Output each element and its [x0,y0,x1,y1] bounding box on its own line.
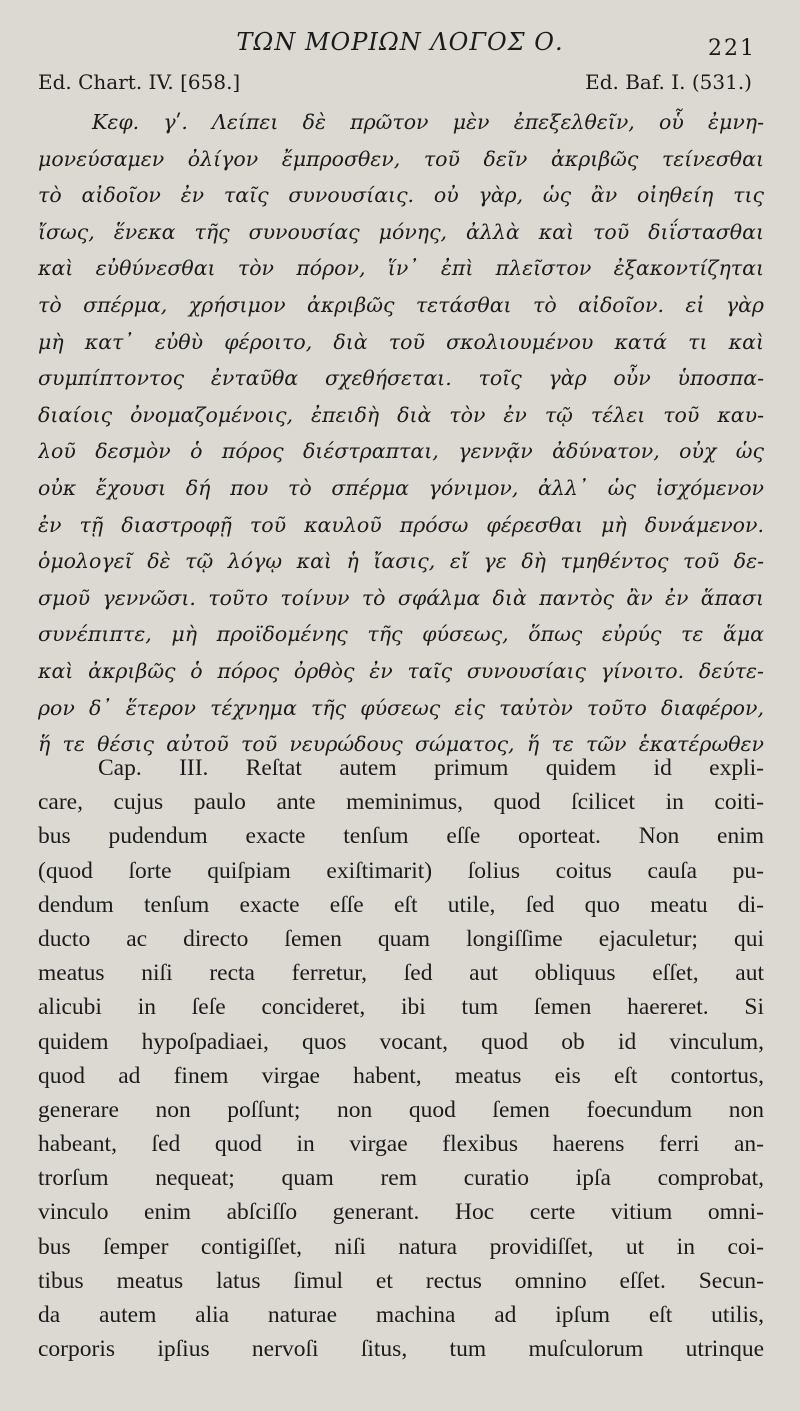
text-line: σμοῦ γεννῶσι. τοῦτο τοίνυν τὸ σφάλμα διὰ παντὸς ἂν ἐν ἅπασι [38,585,764,610]
text-line: meatus niſi recta ferretur, ſed aut obliquus eſſet, aut [38,960,764,987]
text-line: τὸ σπέρμα, χρήσιμον ἀκριβῶς τετάσθαι τὸ αἰδοῖον. εἰ γὰρ [38,292,764,317]
text-line: (quod ſorte quiſpiam exiſtimarit) ſolius coitus cauſa pu- [38,857,764,884]
text-line: da autem alia naturae machina ad ipſum eſt utilis, [38,1302,764,1328]
text-line: habeant, ſed quod in virgae flexibus haerens ferri an- [38,1131,764,1158]
text-line: συνέπιπτε, μὴ προϊδομένης τῆς φύσεως, ὅπως εὐρύς τε ἅμα [38,622,764,647]
running-title: ΤΩΝ ΜΟΡΙΩΝ ΛΟΓΟΣ Ο. [236,28,564,56]
text-line: λοῦ δεσμὸν ὁ πόρος διέστραπται, γεννᾷν ἀδύνατον, οὐχ ὡς [38,439,764,464]
greek-text-block [38,104,764,763]
text-line: corporis ipſius nervoſi ſitus, tum muſculorum utrinque [38,1336,764,1363]
text-line: bus pudendum exacte tenſum eſſe oporteat. Non enim [38,823,764,850]
text-line: ἴσως, ἕνεκα τῆς συνουσίας μόνης, ἀλλὰ καὶ τοῦ διΐστασθαι [38,219,764,244]
text-line: Cap. III. Reſtat autem primum quidem id expli- [98,755,764,781]
text-line: τὸ αἰδοῖον ἐν ταῖς συνουσίαις. οὐ γὰρ, ὡς ἂν οἰηθείη τις [38,183,764,208]
text-line: vinculo enim abſciſſo generant. Hoc certe vitium omni- [38,1199,764,1226]
text-line: Κεφ. γʹ. Λείπει δὲ πρῶτον μὲν ἐπεξελθεῖν, οὗ ἐμνη- [92,110,764,134]
text-line: μονεύσαμεν ὀλίγον ἔμπροσθεν, τοῦ δεῖν ἀκριβῶς τείνεσθαι [38,146,764,171]
text-line: care, cujus paulo ante meminimus, quod ſcilicet in coiti- [38,789,764,816]
page-number: 221 [708,36,756,61]
text-line: dendum tenſum exacte eſſe eſt utile, ſed quo meatu di- [38,891,764,918]
text-line: alicubi in ſeſe concideret, ibi tum ſemen haereret. Si [38,994,764,1021]
latin-text-block [38,751,764,1366]
text-line: quidem hypoſpadiaei, quos vocant, quod ob id vinculum, [38,1028,764,1055]
text-line: trorſum nequeat; quam rem curatio ipſa comprobat, [38,1165,764,1192]
text-line: bus ſemper contigiſſet, niſi natura providiſſet, ut in coi- [38,1233,764,1260]
edition-reference-right: Ed. Baf. I. (531.) [585,70,752,94]
text-line: generare non poſſunt; non quod ſemen foecundum non [38,1096,764,1123]
text-line: ὁμολογεῖ δὲ τῷ λόγῳ καὶ ἡ ἴασις, εἴ γε δὴ τμηθέντος τοῦ δε- [38,549,764,574]
text-line: ducto ac directo ſemen quam longiſſime ejaculetur; qui [38,925,764,952]
text-line: ρον δ᾽ ἕτερον τέχνημα τῆς φύσεως εἰς ταὐτὸν τοῦτο διαφέρον, [38,695,764,720]
text-line: διαίοις ὀνομαζομένοις, ἐπειδὴ διὰ τὸν ἐν τῷ τέλει τοῦ καυ- [38,402,764,427]
text-line: quod ad finem virgae habent, meatus eis eſt contortus, [38,1062,764,1089]
text-line: οὐκ ἔχουσι δή που τὸ σπέρμα γόνιμον, ἀλλ᾽ ὡς ἰσχόμενον [38,475,764,500]
text-line: καὶ εὐθύνεσθαι τὸν πόρον, ἵν᾽ ἐπὶ πλεῖστον ἐξακοντίζηται [38,256,764,281]
text-line: tibus meatus latus ſimul et rectus omnino eſſet. Secun- [38,1267,764,1294]
edition-reference-left: Ed. Chart. IV. [658.] [38,70,241,94]
text-line: καὶ ἀκριβῶς ὁ πόρος ὀρθὸς ἐν ταῖς συνουσίαις γίνοιτο. δεύτε- [38,658,764,683]
text-line: μὴ κατ᾽ εὐθὺ φέροιτο, διὰ τοῦ σκολιουμένου κατά τι καὶ [38,329,764,354]
text-line: συμπίπτοντος ἐνταῦθα σχεθήσεται. τοῖς γὰρ οὖν ὑποσπα- [38,366,764,391]
text-line: ἐν τῇ διαστροφῇ τοῦ καυλοῦ πρόσω φέρεσθαι μὴ δυνάμενον. [38,512,764,537]
text-line: ἥ τε θέσις αὐτοῦ τοῦ νευρώδους σώματος, ἥ τε τῶν ἑκατέρωθεν [38,732,764,757]
